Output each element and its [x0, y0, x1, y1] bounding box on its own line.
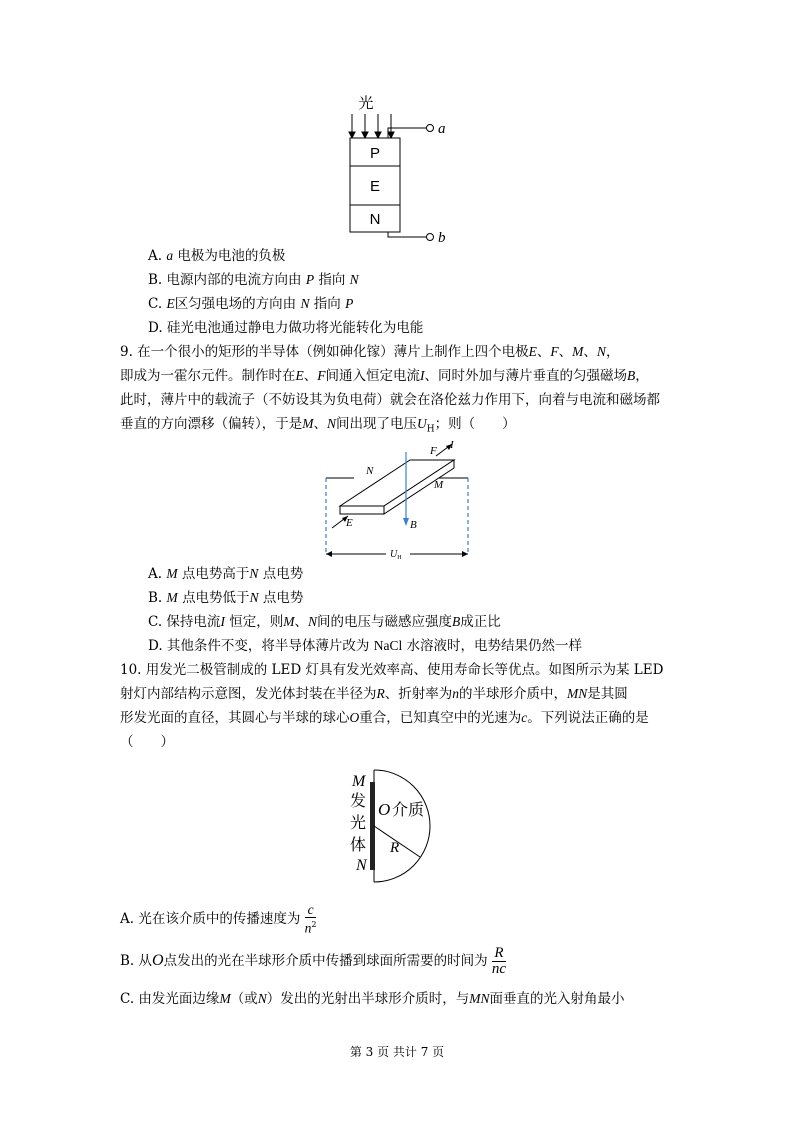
layer-e: E — [369, 178, 381, 195]
led-body-char-2: 光 — [350, 813, 367, 832]
hall-label-u: $U_H$ — [390, 549, 402, 561]
q8-option-a[interactable]: A. a 电极为电池的负极 — [148, 248, 286, 264]
layer-n: N — [369, 211, 381, 228]
q10-option-a[interactable]: A. 光在该介质中的传播速度为 $\frac{c}{n^2}$ — [120, 902, 317, 936]
q9-stem-line2: 即成为一霍尔元件。制作时在E、F间通入恒定电流I、同时外加与薄片垂直的匀强磁场B， — [120, 368, 649, 384]
q10-stem-line1: 10. 用发光二极管制成的 LED 灯具有发光效率高、使用寿命长等优点。如图所示为某 LED — [120, 662, 664, 678]
q8-option-c[interactable]: C. E区匀强电场的方向由 N 指向 P — [148, 296, 354, 312]
hall-label-b: B — [410, 519, 417, 531]
led-label-medium: 介质 — [392, 800, 425, 819]
led-hemisphere-diagram — [346, 766, 476, 890]
hall-label-m: M — [434, 479, 444, 491]
pen-cell-diagram — [330, 92, 480, 250]
led-body-char-1: 发 — [350, 791, 367, 810]
q8-option-d[interactable]: D. 硅光电池通过静电力做功将光能转化为电能 — [148, 320, 424, 336]
layer-p: P — [369, 145, 381, 162]
wire-b — [388, 232, 426, 237]
terminal-b — [427, 234, 434, 241]
q9-stem-line3: 此时，薄片中的载流子（不妨设其为负电荷）就会在洛伦兹力作用下，向着与电流和磁场都 — [120, 392, 660, 408]
led-body-char-3: 体 — [350, 835, 367, 854]
page-footer: 第 3 页 共计 7 页 — [349, 1045, 445, 1059]
q9-option-c[interactable]: C. 保持电流I 恒定，则M、N间的电压与磁感应强度B成正比 — [148, 614, 501, 630]
hall-label-f: F — [430, 445, 437, 457]
q9-stem-line1: 9. 在一个很小的矩形的半导体（例如砷化镓）薄片上制作上四个电极E、F、M、N， — [120, 344, 620, 360]
led-label-n: N — [356, 857, 367, 874]
q10-stem-line4: （ ） — [120, 734, 174, 750]
q9-option-d[interactable]: D. 其他条件不变，将半导体薄片改为 NaCl 水溶液时，电势结果仍然一样 — [148, 638, 583, 654]
q9-option-a[interactable]: A. M 点电势高于N 点电势 — [148, 566, 304, 582]
led-label-m: M — [352, 773, 366, 790]
light-label: 光 — [358, 94, 374, 112]
hall-label-n: N — [366, 465, 374, 477]
hall-label-i: I — [450, 439, 454, 451]
hall-element-diagram — [318, 436, 478, 564]
light-arrows — [349, 114, 394, 138]
q10-option-c[interactable]: C. 由发光面边缘M（或N）发出的光射出半球形介质时，与MN面垂直的光入射角最小 — [120, 991, 625, 1007]
led-label-o: O — [378, 800, 391, 819]
label-b: b — [438, 230, 446, 246]
terminal-a — [427, 125, 434, 132]
hall-label-e: E — [346, 517, 353, 529]
q8-option-b[interactable]: B. 电源内部的电流方向由 P 指向 N — [148, 272, 359, 288]
label-a: a — [438, 121, 446, 137]
q9-stem-line4: 垂直的方向漂移（偏转），于是M、N间出现了电压$U_H$；则（ ） — [120, 416, 516, 435]
q10-option-b[interactable]: B. 从O点发出的光在半球形介质中传播到球面所需要的时间为 $\frac{R}{nc}$ — [120, 945, 507, 977]
q10-stem-line3: 形发光面的直径，其圆心与半球的球心O重合，已知真空中的光速为c。下列说法正确的是 — [120, 710, 649, 726]
led-label-r: R — [390, 840, 400, 856]
q10-stem-line2: 射灯内部结构示意图，发光体封装在半径为R、折射率为n的半球形介质中，MN是其圆 — [120, 686, 628, 702]
q9-option-b[interactable]: B. M 点电势低于N 点电势 — [148, 590, 304, 606]
